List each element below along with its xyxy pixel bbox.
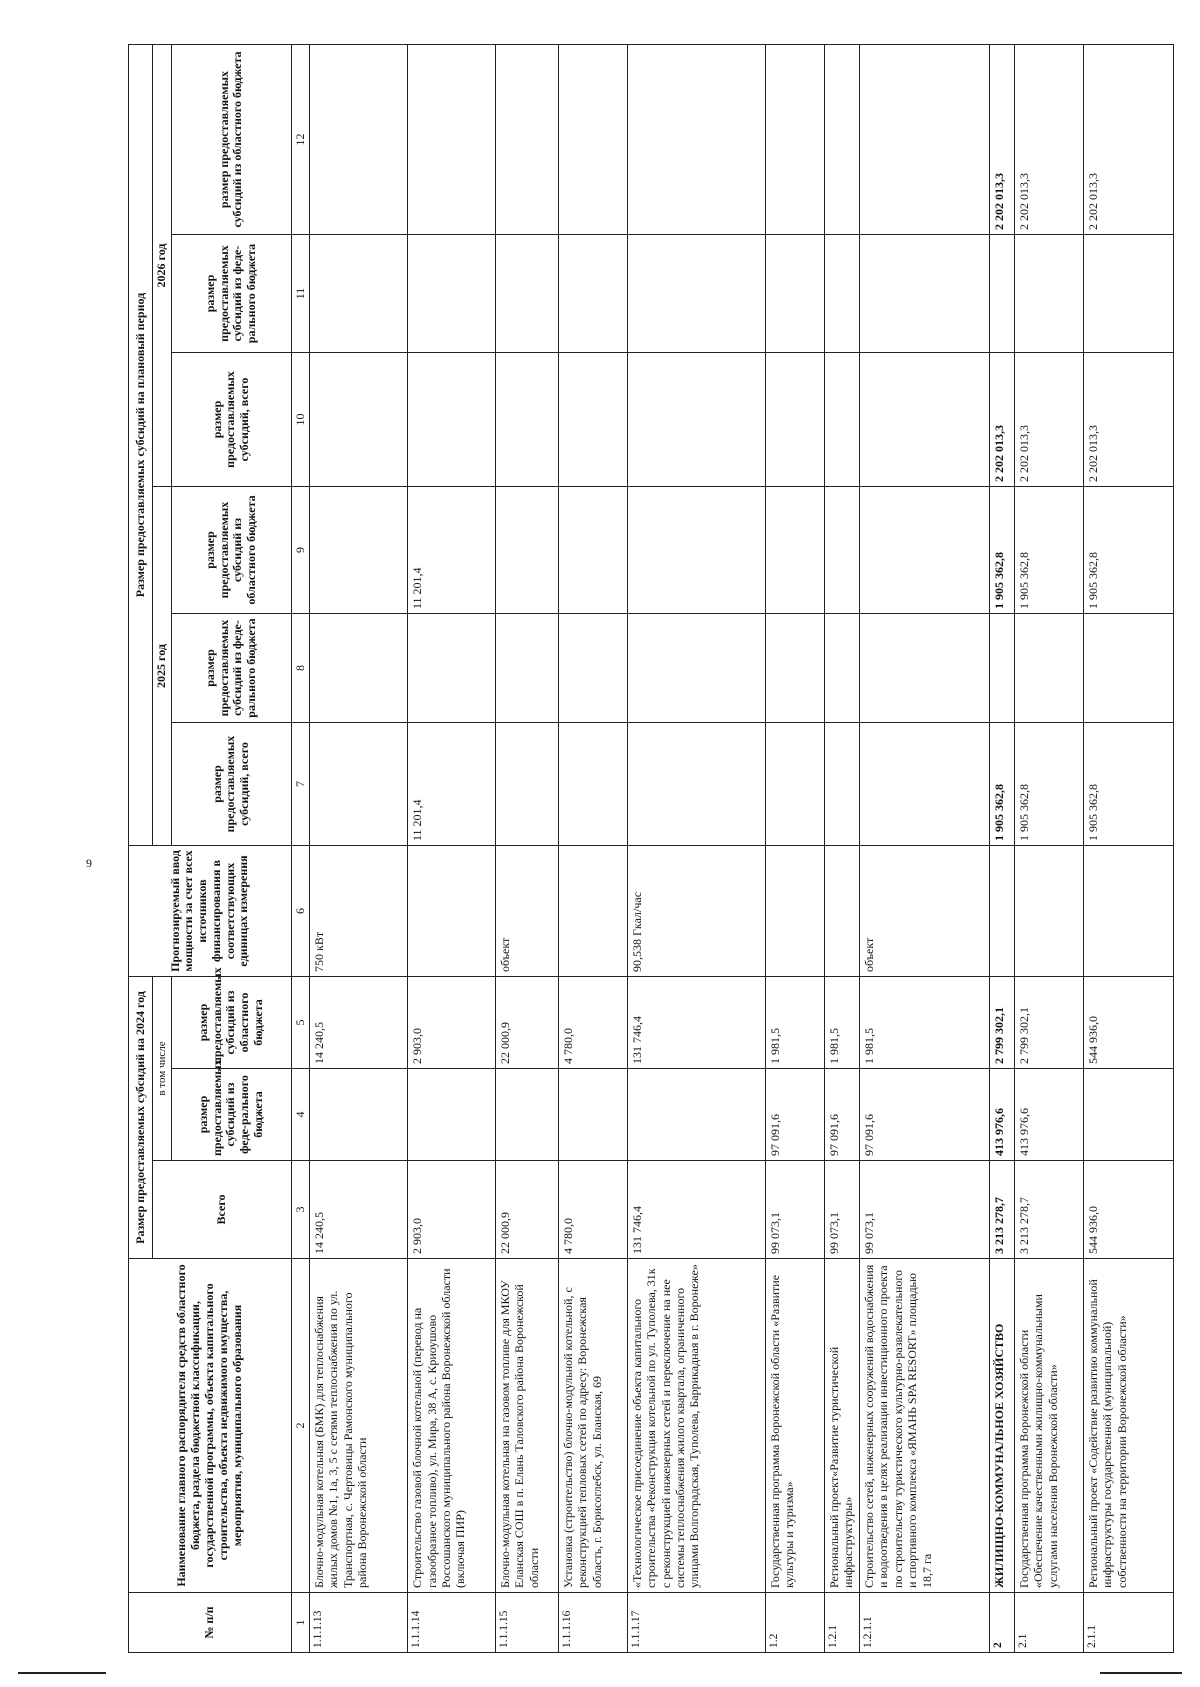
table-row	[766, 45, 825, 1653]
row-value-cell: 3 213 278,7	[1014, 1161, 1083, 1259]
row-value-cell	[496, 45, 559, 235]
row-value-cell	[1083, 614, 1173, 723]
row-value-cell	[496, 614, 559, 723]
table-row	[989, 45, 1014, 1653]
row-value-cell	[558, 723, 627, 846]
row-value-cell	[859, 353, 989, 487]
row-value-cell	[989, 846, 1014, 977]
row-value-cell: 544 936,0	[1083, 1161, 1173, 1259]
row-value-cell	[496, 723, 559, 846]
row-value-cell	[309, 1069, 407, 1161]
table-row	[1014, 45, 1083, 1653]
table-row	[558, 45, 627, 1653]
row-value-cell	[627, 1069, 765, 1161]
row-value-cell	[558, 1069, 627, 1161]
row-value-cell: 90,538 Гкал/час	[627, 846, 765, 977]
row-value-cell	[1014, 614, 1083, 723]
row-value-cell	[309, 235, 407, 353]
row-number-cell: 1.1.1.13	[309, 1593, 407, 1653]
row-value-cell: 22 000,9	[496, 977, 559, 1069]
row-value-cell: 544 936,0	[1083, 977, 1173, 1069]
rotated-page	[128, 45, 1174, 1653]
row-value-cell	[824, 723, 859, 846]
row-value-cell	[1014, 235, 1083, 353]
footer-rule-left	[18, 1672, 106, 1674]
column-number: 7	[291, 723, 309, 846]
row-value-cell	[859, 45, 989, 235]
row-value-cell: 2 202 013,3	[1014, 45, 1083, 235]
column-number: 8	[291, 614, 309, 723]
row-name-cell: Государственная программа Воронежской области «Обеспечение качественными жилищно-коммунальными услугами населения Воронежской области»	[1014, 1259, 1083, 1593]
header-name: Наименование главного распорядителя средств областного бюджета, раздела бюджетной классификации, государственной программы, объекта капитального строительства, объекта недвижимого имущества, мероприятия, муниципального образования	[129, 1259, 292, 1593]
header-obl-2024: размер предоставляемых субсидий из областного бюджета	[171, 977, 291, 1069]
row-value-cell: объект	[859, 846, 989, 977]
row-value-cell	[627, 723, 765, 846]
row-name-cell: Блочно-модульная котельная (БМК) для теплоснабжения жилых домов №1, 1а, 3, 5 с сетями теплоснабжения по ул. Транспортная, с. Чертовицы Рамонского муниципального района Воронежской области	[309, 1259, 407, 1593]
row-value-cell: 99 073,1	[824, 1161, 859, 1259]
row-value-cell	[766, 614, 825, 723]
row-value-cell: 1 905 362,8	[1083, 487, 1173, 614]
row-number-cell: 1.2.1.1	[859, 1593, 989, 1653]
row-value-cell: 2 799 302,1	[1014, 977, 1083, 1069]
header-obl-2026: размер предоставляемых субсидий из областного бюджета	[171, 45, 291, 235]
row-value-cell: 2 202 013,3	[989, 45, 1014, 235]
row-value-cell	[408, 614, 496, 723]
row-value-cell: 14 240,5	[309, 1161, 407, 1259]
row-value-cell: 97 091,6	[824, 1069, 859, 1161]
table-row	[824, 45, 859, 1653]
header-total-2025: размер предоставляемых субсидий, всего	[171, 723, 291, 846]
row-value-cell	[627, 235, 765, 353]
row-value-cell	[1083, 1069, 1173, 1161]
row-value-cell	[496, 353, 559, 487]
column-number: 11	[291, 235, 309, 353]
row-value-cell: 2 202 013,3	[1083, 45, 1173, 235]
row-value-cell	[766, 45, 825, 235]
row-name-cell: Региональный проект«Развитие туристической инфраструктуры»	[824, 1259, 859, 1593]
row-value-cell	[627, 45, 765, 235]
table-row	[309, 45, 407, 1653]
row-number-cell: 1.1.1.16	[558, 1593, 627, 1653]
row-name-cell: «Технологическое присоединение объекта капитального строительства «Реконструкция котельной по ул. Туполева, 31к с реконструкцией инженерных сетей и переключение на нее системы теплоснабжения жилого квартала, ограниченного улицами Волгоградская, Туполева, Баррикадная в г. Воронеже»	[627, 1259, 765, 1593]
header-number: № п/п	[129, 1593, 292, 1653]
row-value-cell	[496, 1069, 559, 1161]
row-value-cell: 1 905 362,8	[1083, 723, 1173, 846]
header-fed-2025: размер предоставляемых субсидий из феде-рального бюджета	[171, 614, 291, 723]
row-value-cell: 1 981,5	[824, 977, 859, 1069]
row-value-cell	[558, 846, 627, 977]
row-value-cell	[824, 353, 859, 487]
row-value-cell	[766, 487, 825, 614]
column-number: 9	[291, 487, 309, 614]
header-fed-2026: размер предоставляемых субсидий из феде-рального бюджета	[171, 235, 291, 353]
row-value-cell: 14 240,5	[309, 977, 407, 1069]
row-number-cell: 1.2	[766, 1593, 825, 1653]
row-value-cell: 2 202 013,3	[989, 353, 1014, 487]
table-row	[627, 45, 765, 1653]
row-number-cell: 2	[989, 1593, 1014, 1653]
row-value-cell	[309, 614, 407, 723]
header-total-2024: Всего	[153, 1161, 292, 1259]
column-number: 2	[291, 1259, 309, 1593]
row-value-cell	[989, 614, 1014, 723]
row-number-cell: 1.1.1.15	[496, 1593, 559, 1653]
row-value-cell	[627, 353, 765, 487]
page-number: 9	[86, 856, 92, 870]
row-value-cell	[627, 614, 765, 723]
column-number: 1	[291, 1593, 309, 1653]
row-name-cell: ЖИЛИЩНО-КОММУНАЛЬНОЕ ХОЗЯЙСТВО	[989, 1259, 1014, 1593]
column-number: 3	[291, 1161, 309, 1259]
row-value-cell: 99 073,1	[766, 1161, 825, 1259]
row-value-cell: 97 091,6	[859, 1069, 989, 1161]
row-value-cell: объект	[496, 846, 559, 977]
row-name-cell: Строительство сетей, инженерных сооружений водоснабжения и водоотведения в целях реализации инвестиционного проекта по строительству туристического культурно-развлекательного и спортивного комплекса «ЯМАНЬ SPA RESORT» площадью 18,7 га	[859, 1259, 989, 1593]
row-value-cell: 1 905 362,8	[989, 723, 1014, 846]
row-value-cell	[859, 487, 989, 614]
row-number-cell: 2.1.1	[1083, 1593, 1173, 1653]
row-value-cell: 11 201,4	[408, 487, 496, 614]
row-number-cell: 2.1	[1014, 1593, 1083, 1653]
row-value-cell: 1 905 362,8	[1014, 723, 1083, 846]
row-value-cell	[859, 723, 989, 846]
row-value-cell	[408, 353, 496, 487]
row-name-cell: Строительство газовой блочной котельной (перевод на газообразное топливо), ул. Мира, 38 А, с. Криоушово Россошанского муниципального района Воронежской области (включая ПИР)	[408, 1259, 496, 1593]
footer-rule-right	[1100, 1672, 1182, 1674]
row-value-cell: 97 091,6	[766, 1069, 825, 1161]
row-value-cell: 11 201,4	[408, 723, 496, 846]
column-number: 4	[291, 1069, 309, 1161]
header-total-2026: размер предоставляемых субсидий, всего	[171, 353, 291, 487]
row-value-cell	[627, 487, 765, 614]
row-value-cell: 4 780,0	[558, 1161, 627, 1259]
row-name-cell: Государственная программа Воронежской области «Развитие культуры и туризма»	[766, 1259, 825, 1593]
row-value-cell: 2 202 013,3	[1014, 353, 1083, 487]
row-value-cell: 2 903,0	[408, 977, 496, 1069]
header-year-2026: 2026 год	[153, 45, 172, 487]
row-value-cell: 1 905 362,8	[1014, 487, 1083, 614]
row-name-cell: Региональный проект «Содействие развитию коммунальной инфраструктуры государственной (муниципальной) собственности на территории Воронежской области»	[1083, 1259, 1173, 1593]
row-value-cell	[824, 614, 859, 723]
row-value-cell	[408, 1069, 496, 1161]
table-row	[1083, 45, 1173, 1653]
subsidies-table	[128, 44, 1174, 1653]
row-value-cell: 750 кВт	[309, 846, 407, 977]
row-value-cell	[766, 846, 825, 977]
column-number: 12	[291, 45, 309, 235]
row-number-cell: 1.1.1.17	[627, 1593, 765, 1653]
row-value-cell	[824, 487, 859, 614]
row-value-cell: 1 905 362,8	[989, 487, 1014, 614]
row-value-cell	[496, 487, 559, 614]
row-value-cell	[558, 353, 627, 487]
row-name-cell: Установка (строительство) блочно-модульной котельной, с реконструкцией тепловых сетей по адресу: Воронежская область, г. Борисоглебск, ул. Бланская, 69	[558, 1259, 627, 1593]
row-value-cell: 2 903,0	[408, 1161, 496, 1259]
row-value-cell	[766, 723, 825, 846]
table-row	[496, 45, 559, 1653]
column-number: 6	[291, 846, 309, 977]
header-capacity: Прогнозируемый ввод мощности за счет всех источников финансирования в соответствующих единицах измерения	[129, 846, 292, 977]
row-value-cell	[408, 846, 496, 977]
row-name-cell: Блочно-модульная котельная на газовом топливе для МКОУ Еланская СОШ в п. Елань Таловского района Воронежской области	[496, 1259, 559, 1593]
row-value-cell	[824, 846, 859, 977]
row-value-cell	[558, 487, 627, 614]
row-number-cell: 1.1.1.14	[408, 1593, 496, 1653]
row-value-cell: 3 213 278,7	[989, 1161, 1014, 1259]
row-value-cell	[496, 235, 559, 353]
row-value-cell	[558, 45, 627, 235]
row-value-cell	[558, 614, 627, 723]
row-value-cell	[309, 487, 407, 614]
table-row	[408, 45, 496, 1653]
row-value-cell	[1083, 235, 1173, 353]
row-value-cell	[859, 235, 989, 353]
row-value-cell	[824, 45, 859, 235]
header-2024-group: Размер предоставляемых субсидий на 2024 год	[129, 977, 153, 1259]
row-number-cell: 1.2.1	[824, 1593, 859, 1653]
row-value-cell	[408, 45, 496, 235]
table-body	[309, 45, 1173, 1653]
row-value-cell	[766, 353, 825, 487]
row-value-cell: 99 073,1	[859, 1161, 989, 1259]
row-value-cell	[309, 45, 407, 235]
row-value-cell: 4 780,0	[558, 977, 627, 1069]
row-value-cell	[309, 723, 407, 846]
header-year-2025: 2025 год	[153, 487, 172, 846]
header-plan-group: Размер предоставляемых субсидий на плановый период	[129, 45, 153, 846]
row-value-cell: 131 746,4	[627, 977, 765, 1069]
row-value-cell	[1083, 846, 1173, 977]
row-value-cell	[309, 353, 407, 487]
header-in-that-number: в том числе	[153, 977, 172, 1161]
row-value-cell: 2 799 302,1	[989, 977, 1014, 1069]
table-row	[859, 45, 989, 1653]
column-number-row	[291, 45, 309, 1653]
row-value-cell	[558, 235, 627, 353]
header-obl-2025: размер предоставляемых субсидий из областного бюджета	[171, 487, 291, 614]
row-value-cell	[859, 614, 989, 723]
header-fed-2024: размер предоставляемых субсидий из феде-рального бюджета	[171, 1069, 291, 1161]
row-value-cell	[824, 235, 859, 353]
row-value-cell	[1014, 846, 1083, 977]
row-value-cell: 413 976,6	[1014, 1069, 1083, 1161]
row-value-cell: 1 981,5	[766, 977, 825, 1069]
column-number: 10	[291, 353, 309, 487]
row-value-cell	[766, 235, 825, 353]
row-value-cell: 2 202 013,3	[1083, 353, 1173, 487]
row-value-cell: 22 000,9	[496, 1161, 559, 1259]
row-value-cell: 131 746,4	[627, 1161, 765, 1259]
row-value-cell: 1 981,5	[859, 977, 989, 1069]
column-number: 5	[291, 977, 309, 1069]
row-value-cell: 413 976,6	[989, 1069, 1014, 1161]
row-value-cell	[989, 235, 1014, 353]
row-value-cell	[408, 235, 496, 353]
